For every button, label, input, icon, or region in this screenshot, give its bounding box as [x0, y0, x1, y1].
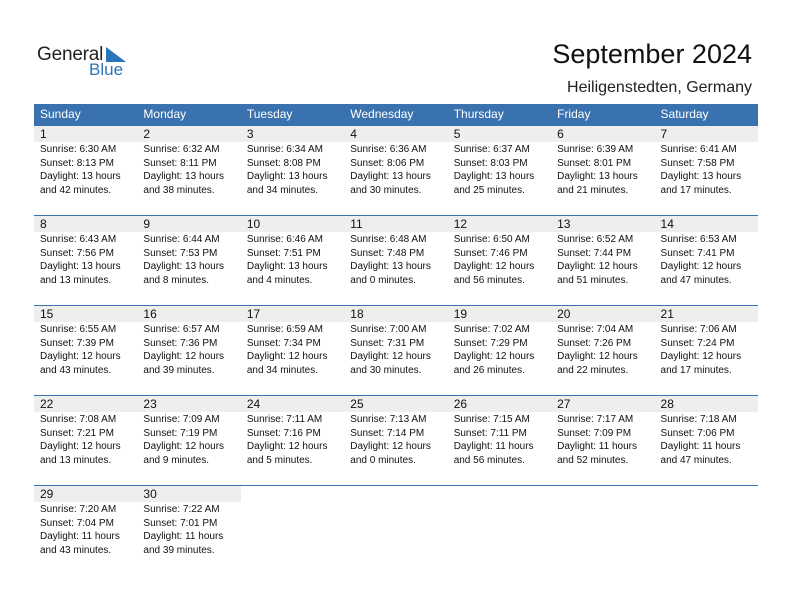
day-cell — [551, 306, 654, 384]
daylight-minutes: and 43 minutes. — [40, 364, 112, 376]
sunset-time: Sunset: 7:44 PM — [557, 247, 632, 259]
sunrise-time: Sunrise: 6:52 AM — [557, 234, 634, 245]
day-cell — [448, 126, 551, 204]
day-cell — [551, 126, 654, 204]
daylight-hours: Daylight: 13 hours — [40, 171, 121, 182]
day-cell — [241, 396, 344, 474]
sunrise-time: Sunrise: 6:46 AM — [246, 234, 323, 245]
daylight-minutes: and 17 minutes. — [660, 364, 732, 376]
day-number: 11 — [344, 216, 447, 232]
day-cell — [448, 396, 551, 474]
daylight-hours: Daylight: 12 hours — [453, 261, 535, 272]
day-cell — [655, 126, 758, 204]
sunset-time: Sunset: 7:36 PM — [143, 337, 218, 349]
day-cell — [34, 486, 137, 564]
sunrise-time: Sunrise: 7:04 AM — [557, 324, 634, 335]
daylight-minutes: and 5 minutes. — [246, 454, 313, 466]
calendar-week — [34, 215, 758, 294]
sunrise-time: Sunrise: 7:08 AM — [40, 414, 117, 425]
sunset-time: Sunset: 7:26 PM — [557, 337, 632, 349]
day-number: 17 — [241, 306, 344, 322]
sunset-time: Sunset: 7:31 PM — [350, 337, 425, 349]
sunset-time: Sunset: 7:14 PM — [350, 427, 425, 439]
sunrise-time: Sunrise: 7:11 AM — [246, 414, 323, 425]
day-info — [241, 412, 344, 467]
day-number: 4 — [344, 126, 447, 142]
daylight-minutes: and 25 minutes. — [453, 184, 525, 196]
empty-day-cell — [344, 486, 447, 564]
day-info — [448, 322, 551, 377]
day-info — [551, 142, 654, 197]
daylight-minutes: and 8 minutes. — [143, 274, 210, 286]
daylight-hours: Daylight: 13 hours — [40, 261, 121, 272]
sunrise-time: Sunrise: 6:34 AM — [246, 144, 323, 155]
sunset-time: Sunset: 7:09 PM — [557, 427, 632, 439]
daylight-minutes: and 56 minutes. — [453, 454, 525, 466]
day-info — [137, 412, 240, 467]
daylight-minutes: and 47 minutes. — [660, 274, 732, 286]
day-info — [344, 412, 447, 467]
day-number: 14 — [655, 216, 758, 232]
daylight-hours: Daylight: 12 hours — [557, 261, 638, 272]
day-info — [655, 322, 758, 377]
sunrise-time: Sunrise: 6:36 AM — [350, 144, 427, 155]
sunrise-time: Sunrise: 6:43 AM — [40, 234, 117, 245]
day-cell — [34, 216, 137, 294]
day-cell — [241, 306, 344, 384]
sunset-time: Sunset: 7:01 PM — [143, 517, 218, 529]
daylight-hours: Daylight: 13 hours — [246, 171, 328, 182]
day-cell — [344, 306, 447, 384]
sunset-time: Sunset: 7:19 PM — [143, 427, 218, 439]
day-info — [34, 502, 137, 557]
weekday-thursday: Thursday — [453, 107, 504, 121]
location-label: Heiligenstedten, Germany — [567, 79, 752, 96]
daylight-hours: Daylight: 11 hours — [557, 441, 637, 452]
daylight-minutes: and 13 minutes. — [40, 274, 112, 286]
daylight-minutes: and 42 minutes. — [40, 184, 112, 196]
sunset-time: Sunset: 7:58 PM — [660, 157, 735, 169]
sunrise-time: Sunrise: 6:39 AM — [557, 144, 634, 155]
sunset-time: Sunset: 7:48 PM — [350, 247, 425, 259]
day-number: 9 — [137, 216, 240, 232]
sunrise-time: Sunrise: 6:44 AM — [143, 234, 220, 245]
day-info — [137, 232, 240, 287]
daylight-minutes: and 30 minutes. — [350, 184, 422, 196]
sunrise-time: Sunrise: 6:37 AM — [453, 144, 530, 155]
sunset-time: Sunset: 7:46 PM — [453, 247, 528, 259]
sunrise-time: Sunrise: 6:30 AM — [40, 144, 117, 155]
daylight-hours: Daylight: 12 hours — [143, 441, 225, 452]
sunrise-time: Sunrise: 7:22 AM — [143, 504, 220, 515]
day-cell — [448, 216, 551, 294]
day-info — [241, 322, 344, 377]
day-info — [344, 142, 447, 197]
sunrise-time: Sunrise: 7:13 AM — [350, 414, 427, 425]
empty-day-cell — [551, 486, 654, 564]
day-number: 13 — [551, 216, 654, 232]
daylight-minutes: and 30 minutes. — [350, 364, 422, 376]
daylight-hours: Daylight: 12 hours — [246, 351, 328, 362]
daylight-hours: Daylight: 12 hours — [143, 351, 225, 362]
day-cell — [344, 216, 447, 294]
day-number: 30 — [137, 486, 240, 502]
page-title: September 2024 — [552, 39, 752, 69]
daylight-hours: Daylight: 13 hours — [143, 261, 225, 272]
daylight-hours: Daylight: 11 hours — [40, 531, 120, 542]
weekday-monday: Monday — [143, 107, 187, 121]
sunrise-time: Sunrise: 7:17 AM — [557, 414, 634, 425]
day-info — [448, 142, 551, 197]
daylight-hours: Daylight: 13 hours — [453, 171, 535, 182]
empty-day-cell — [655, 486, 758, 564]
day-number: 6 — [551, 126, 654, 142]
sunset-time: Sunset: 7:34 PM — [246, 337, 321, 349]
day-cell — [34, 306, 137, 384]
sunset-time: Sunset: 7:06 PM — [660, 427, 735, 439]
daylight-hours: Daylight: 13 hours — [557, 171, 638, 182]
day-cell — [655, 396, 758, 474]
day-number: 24 — [241, 396, 344, 412]
daylight-minutes: and 9 minutes. — [143, 454, 210, 466]
sunrise-time: Sunrise: 6:57 AM — [143, 324, 220, 335]
daylight-hours: Daylight: 11 hours — [453, 441, 534, 452]
day-cell — [655, 306, 758, 384]
daylight-hours: Daylight: 12 hours — [246, 441, 328, 452]
day-info — [137, 502, 240, 557]
day-number: 15 — [34, 306, 137, 322]
calendar-week — [34, 485, 758, 564]
day-number: 28 — [655, 396, 758, 412]
sunset-time: Sunset: 7:21 PM — [40, 427, 114, 439]
daylight-hours: Daylight: 13 hours — [350, 261, 431, 272]
empty-day-cell — [241, 486, 344, 564]
day-info — [34, 412, 137, 467]
weekday-wednesday: Wednesday — [350, 107, 414, 121]
daylight-minutes: and 34 minutes. — [246, 364, 319, 376]
day-info — [551, 412, 654, 467]
calendar-week — [34, 305, 758, 384]
daylight-minutes: and 22 minutes. — [557, 364, 629, 376]
day-cell — [137, 216, 240, 294]
daylight-hours: Daylight: 13 hours — [350, 171, 431, 182]
empty-day-cell — [448, 486, 551, 564]
daylight-hours: Daylight: 13 hours — [143, 171, 225, 182]
sunset-time: Sunset: 7:53 PM — [143, 247, 218, 259]
day-number: 29 — [34, 486, 137, 502]
daylight-hours: Daylight: 12 hours — [40, 351, 121, 362]
day-cell — [448, 306, 551, 384]
daylight-hours: Daylight: 12 hours — [453, 351, 535, 362]
sunrise-time: Sunrise: 6:59 AM — [246, 324, 323, 335]
day-cell — [34, 126, 137, 204]
daylight-minutes: and 21 minutes. — [557, 184, 629, 196]
day-info — [448, 412, 551, 467]
day-number: 27 — [551, 396, 654, 412]
day-number: 10 — [241, 216, 344, 232]
day-info — [344, 322, 447, 377]
daylight-minutes: and 51 minutes. — [557, 274, 629, 286]
weekday-sunday: Sunday — [40, 107, 81, 121]
daylight-minutes: and 34 minutes. — [246, 184, 319, 196]
day-number: 20 — [551, 306, 654, 322]
sunset-time: Sunset: 7:39 PM — [40, 337, 114, 349]
day-cell — [551, 396, 654, 474]
day-number: 22 — [34, 396, 137, 412]
daylight-hours: Daylight: 12 hours — [660, 261, 742, 272]
day-number: 23 — [137, 396, 240, 412]
sunrise-time: Sunrise: 7:20 AM — [40, 504, 117, 515]
day-info — [137, 142, 240, 197]
daylight-minutes: and 39 minutes. — [143, 364, 215, 376]
day-cell — [137, 306, 240, 384]
logo — [37, 44, 137, 80]
calendar-week — [34, 395, 758, 474]
sunrise-time: Sunrise: 6:50 AM — [453, 234, 530, 245]
sunrise-time: Sunrise: 6:32 AM — [143, 144, 220, 155]
sunset-time: Sunset: 7:24 PM — [660, 337, 735, 349]
day-cell — [241, 126, 344, 204]
day-info — [241, 232, 344, 287]
day-cell — [551, 216, 654, 294]
daylight-minutes: and 47 minutes. — [660, 454, 732, 466]
daylight-minutes: and 39 minutes. — [143, 544, 215, 556]
sunset-time: Sunset: 7:29 PM — [453, 337, 528, 349]
day-info — [34, 142, 137, 197]
day-number: 12 — [448, 216, 551, 232]
daylight-minutes: and 0 minutes. — [350, 454, 416, 466]
day-cell — [655, 216, 758, 294]
sunrise-time: Sunrise: 7:09 AM — [143, 414, 220, 425]
day-number: 7 — [655, 126, 758, 142]
sunset-time: Sunset: 7:56 PM — [40, 247, 114, 259]
day-number: 3 — [241, 126, 344, 142]
day-number: 25 — [344, 396, 447, 412]
sunrise-time: Sunrise: 6:53 AM — [660, 234, 737, 245]
sunset-time: Sunset: 8:01 PM — [557, 157, 632, 169]
sunrise-time: Sunrise: 6:55 AM — [40, 324, 117, 335]
daylight-minutes: and 52 minutes. — [557, 454, 629, 466]
daylight-hours: Daylight: 12 hours — [350, 441, 431, 452]
day-cell — [241, 216, 344, 294]
day-info — [655, 142, 758, 197]
daylight-hours: Daylight: 11 hours — [143, 531, 224, 542]
day-number: 5 — [448, 126, 551, 142]
daylight-hours: Daylight: 13 hours — [660, 171, 742, 182]
sunrise-time: Sunrise: 6:41 AM — [660, 144, 737, 155]
sunset-time: Sunset: 7:41 PM — [660, 247, 735, 259]
day-cell — [137, 486, 240, 564]
day-cell — [34, 396, 137, 474]
day-info — [34, 322, 137, 377]
daylight-minutes: and 38 minutes. — [143, 184, 215, 196]
daylight-hours: Daylight: 12 hours — [350, 351, 431, 362]
sunrise-time: Sunrise: 7:02 AM — [453, 324, 530, 335]
logo-general-text: General — [37, 44, 104, 65]
day-info — [344, 232, 447, 287]
daylight-hours: Daylight: 12 hours — [40, 441, 121, 452]
sunrise-time: Sunrise: 6:48 AM — [350, 234, 427, 245]
sunset-time: Sunset: 7:16 PM — [246, 427, 321, 439]
daylight-minutes: and 0 minutes. — [350, 274, 416, 286]
day-number: 16 — [137, 306, 240, 322]
day-cell — [137, 396, 240, 474]
daylight-minutes: and 4 minutes. — [246, 274, 313, 286]
day-info — [655, 232, 758, 287]
sunset-time: Sunset: 8:13 PM — [40, 157, 114, 169]
day-info — [551, 322, 654, 377]
daylight-hours: Daylight: 13 hours — [246, 261, 328, 272]
weekday-saturday: Saturday — [660, 107, 709, 121]
daylight-minutes: and 56 minutes. — [453, 274, 525, 286]
day-info — [34, 232, 137, 287]
day-number: 2 — [137, 126, 240, 142]
day-number: 18 — [344, 306, 447, 322]
weekday-header — [34, 104, 758, 125]
logo-blue-text: Blue — [89, 60, 124, 79]
weekday-tuesday: Tuesday — [246, 107, 293, 121]
daylight-minutes: and 26 minutes. — [453, 364, 525, 376]
daylight-hours: Daylight: 11 hours — [660, 441, 741, 452]
day-cell — [137, 126, 240, 204]
daylight-minutes: and 13 minutes. — [40, 454, 112, 466]
daylight-minutes: and 17 minutes. — [660, 184, 732, 196]
day-info — [137, 322, 240, 377]
weekday-friday: Friday — [557, 107, 591, 121]
sunrise-time: Sunrise: 7:18 AM — [660, 414, 737, 425]
sunset-time: Sunset: 7:04 PM — [40, 517, 114, 529]
day-info — [551, 232, 654, 287]
sunset-time: Sunset: 8:11 PM — [143, 157, 217, 169]
day-number: 19 — [448, 306, 551, 322]
day-number: 8 — [34, 216, 137, 232]
sunset-time: Sunset: 7:11 PM — [453, 427, 527, 439]
daylight-hours: Daylight: 12 hours — [557, 351, 638, 362]
daylight-hours: Daylight: 12 hours — [660, 351, 742, 362]
day-cell — [344, 126, 447, 204]
sunrise-time: Sunrise: 7:00 AM — [350, 324, 427, 335]
day-number: 1 — [34, 126, 137, 142]
day-cell — [344, 396, 447, 474]
day-info — [241, 142, 344, 197]
day-number: 26 — [448, 396, 551, 412]
day-info — [655, 412, 758, 467]
daylight-minutes: and 43 minutes. — [40, 544, 112, 556]
sunset-time: Sunset: 7:51 PM — [246, 247, 321, 259]
sunrise-time: Sunrise: 7:15 AM — [453, 414, 530, 425]
day-info — [448, 232, 551, 287]
day-number: 21 — [655, 306, 758, 322]
sunset-time: Sunset: 8:03 PM — [453, 157, 528, 169]
sunset-time: Sunset: 8:08 PM — [246, 157, 321, 169]
sunset-time: Sunset: 8:06 PM — [350, 157, 425, 169]
calendar-week — [34, 125, 758, 204]
sunrise-time: Sunrise: 7:06 AM — [660, 324, 737, 335]
